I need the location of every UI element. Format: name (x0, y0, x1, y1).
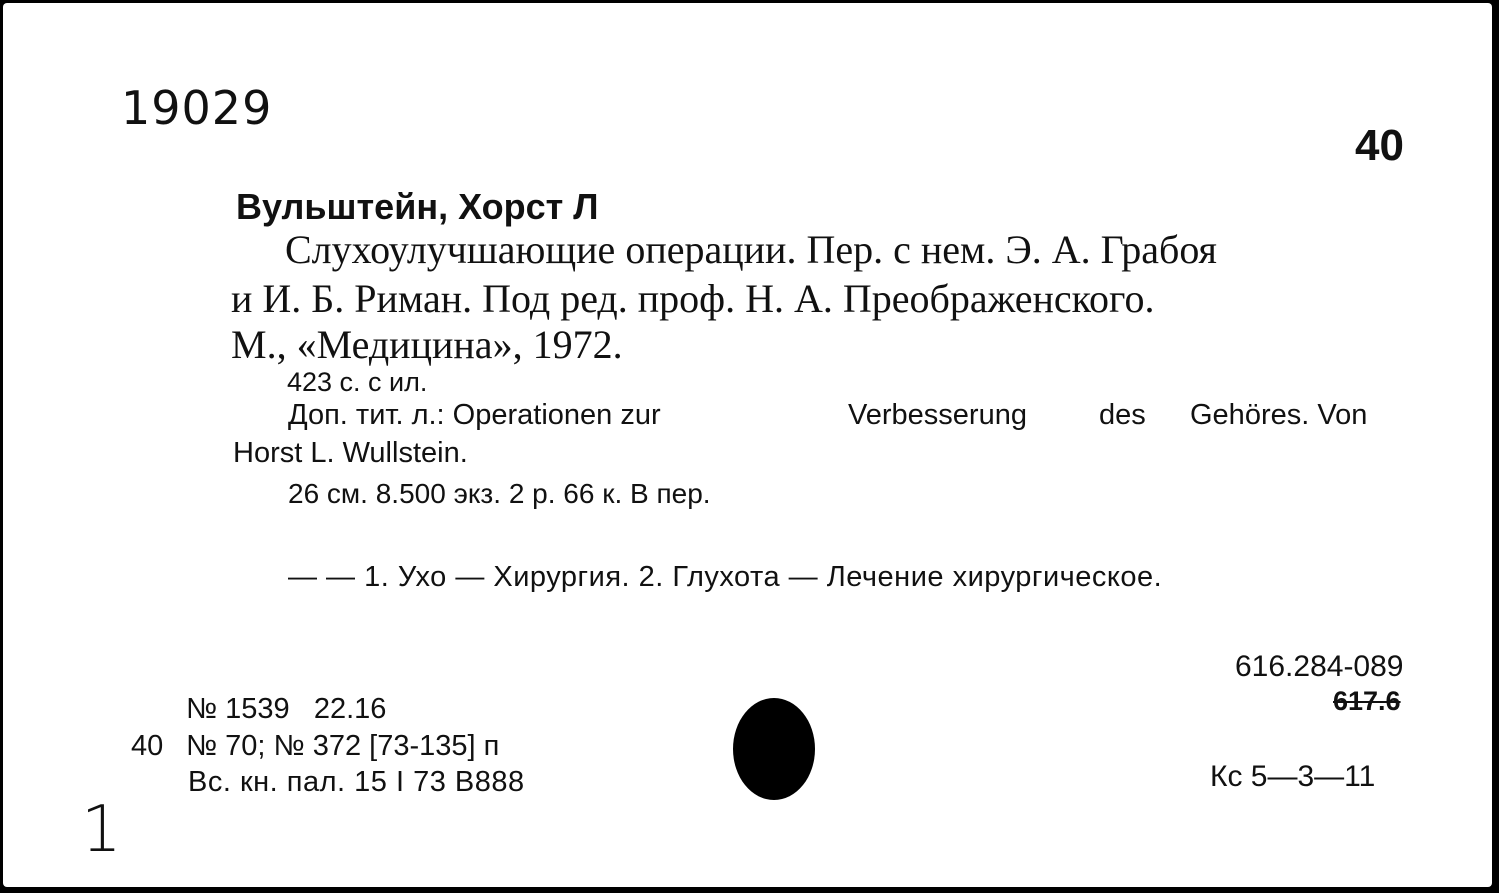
author: Вульштейн, Хорст Л (236, 186, 599, 227)
subject-headings: — — 1. Ухо — Хирургия. 2. Глухота — Лечение хирургическое. (288, 561, 1163, 593)
pages: 423 с. с ил. (287, 367, 428, 397)
record-line-2: № 70; № 372 [73-135] п (186, 730, 500, 762)
size-and-price: 26 см. 8.500 экз. 2 р. 66 к. В пер. (288, 478, 711, 509)
class-number: 40 (1355, 121, 1404, 170)
record-line-3: Вс. кн. пал. 15 I 73 В888 (188, 766, 525, 798)
additional-title-part-c: des (1099, 399, 1146, 431)
additional-title-part-b: Verbesserung (848, 399, 1027, 431)
old-udc-number: 617.6 (1333, 686, 1401, 716)
title-line-1: Слухоулучшающие операции. Пер. с нем. Э. А. Грабоя (285, 227, 1217, 272)
handwritten-number: 19029 (121, 81, 273, 135)
record-line-1: № 1539 22.16 (186, 693, 387, 725)
udc-number: 616.284-089 (1235, 650, 1404, 683)
title-line-3: М., «Медицина», 1972. (231, 322, 623, 367)
catalog-card (3, 3, 1492, 887)
kc-code: Кс 5—3—11 (1210, 760, 1376, 793)
additional-title-part-d: Gehöres. Von (1190, 399, 1368, 431)
additional-title-line-2: Horst L. Wullstein. (233, 437, 468, 469)
record-line-2-prefix: 40 (131, 730, 164, 762)
title-line-2: и И. Б. Риман. Под ред. проф. Н. А. Преображенского. (231, 276, 1155, 321)
additional-title-part-a: Доп. тит. л.: Operationen zur (288, 399, 661, 431)
card-punch-hole (733, 698, 815, 800)
handwritten-mark: 1 (81, 793, 122, 867)
